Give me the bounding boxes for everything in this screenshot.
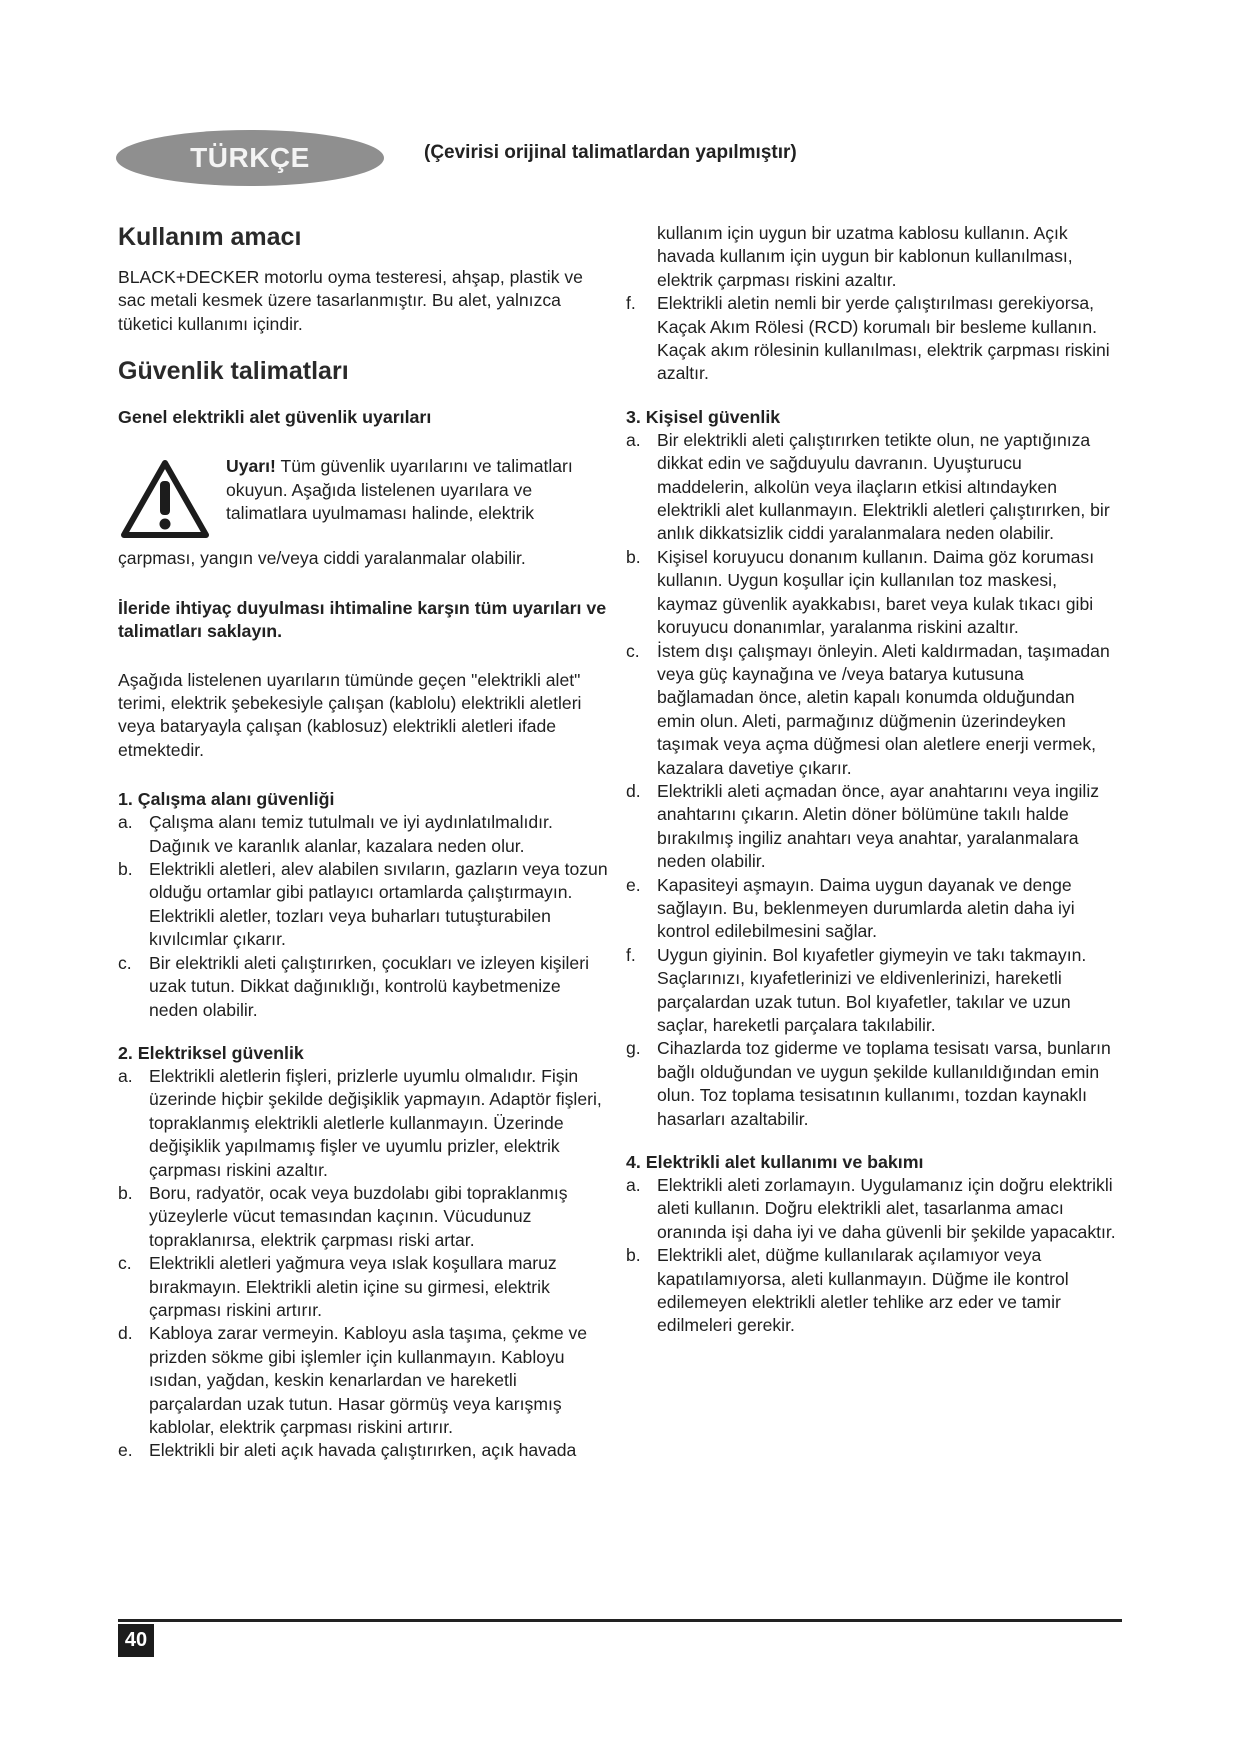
work-area-list: [118, 811, 608, 1022]
personal-safety-heading: 3. Kişisel güvenlik: [626, 406, 781, 427]
list-item: c. Bir elektrikli aleti çalıştırırken, çocukları ve izleyen kişileri uzak tutun. Dikkat dağınıklığı, kontrolü kaybetmenize neden olabilir.: [118, 952, 589, 1020]
language-badge: [116, 130, 384, 186]
tool-use-care-list: [626, 1174, 1116, 1338]
warning-tail: çarpması, yangın ve/veya ciddi yaralanmalar olabilir.: [118, 548, 526, 569]
list-item: d. Elektrikli aleti açmadan önce, ayar anahtarını veya ingiliz anahtarını çıkarın. Aletin döner bölümüne takılı halde bırakılmış ingiliz anahtarı veya anahtar, yaralanmalara neden olabilir.: [626, 780, 1100, 872]
power-tool-term-text: Aşağıda listelenen uyarıların tümünde geçen "elektrikli alet" terimi, elektrik şebekesiyle çalışan (kablolu) elektrikli aletleri veya bataryayla çalışan (kablosuz) elektrikli aletleri ifade etmektedir.: [118, 669, 582, 760]
translation-note: (Çevirisi orijinal talimatlardan yapılmıştır): [424, 142, 797, 163]
page-number: 40: [118, 1624, 154, 1657]
list-item: a. Elektrikli aleti zorlamayın. Uygulamanız için doğru elektrikli aleti kullanın. Doğru elektrikli alet, tasarlanma amacı oranında işi daha iyi ve daha güvenli bir şekilde yapacaktır.: [626, 1175, 1116, 1242]
list-item: c. Elektrikli aletleri yağmura veya ıslak koşullara maruz bırakmayın. Elektrikli aletin içine su girmesi, elektrik çarpması riskini artırır.: [118, 1253, 557, 1320]
safety-heading: Güvenlik talimatları: [118, 357, 349, 386]
list-item: g. Cihazlarda toz giderme ve toplama tesisatı varsa, bunların bağlı olduğundan ve uygun şekilde kullanıldığından emin olun. Toz toplama tesisatının kullanımı, tozdan kaynaklı hasarları azaltabilir.: [626, 1038, 1111, 1129]
list-item: c. İstem dışı çalışmayı önleyin. Aleti kaldırmadan, taşımadan veya güç kaynağına ve /veya batarya kutusuna bağlamadan önce, aletin kapalı konumda olduğundan emin olun. Aleti, parmağınız düğmenin üzerindeyken taşımak veya açma düğmesi olan aletlere enerji vermek, kazalara davetiye çıkarır.: [626, 640, 1110, 778]
intended-use-heading: Kullanım amacı: [118, 223, 302, 251]
list-item: e. Kapasiteyi aşmayın. Daima uygun dayanak ve denge sağlayın. Bu, beklenmeyen durumlarda aletin daha iyi kontrol edilebilmesini sağlar.: [626, 874, 1075, 942]
warning-body: Tüm güvenlik uyarılarını ve talimatları okuyun. Aşağıda listelenen uyarılara ve talimatlara uyulmaması halinde, elektrik: [226, 456, 573, 524]
left-column: [118, 222, 608, 1463]
list-item: a. Elektrikli aletlerin fişleri, prizlerle uyumlu olmalıdır. Fişin üzerinde hiçbir şekilde değişiklik yapmayın. Adaptör fişleri, topraklanmış elektrikli aletlerle kullanmayın. Üzerinde değişiklik yapılmamış fişler ve uyumlu prizler, elektrik çarpması riskini azaltır.: [118, 1065, 602, 1180]
electrical-safety-heading: 2. Elektriksel güvenlik: [118, 1042, 304, 1063]
list-item: f. Elektrikli aletin nemli bir yerde çalıştırılması gerekiyorsa, Kaçak Akım Rölesi (RCD) korumalı bir besleme kullanın. Kaçak akım rölesinin kullanılması, elektrik çarpması riskini azaltır.: [626, 293, 1110, 384]
list-item: b. Elektrikli alet, düğme kullanılarak açılamıyor veya kapatılamıyorsa, aleti kullanmayın. Düğme ile kontrol edilemeyen elektrikli aletler tehlike arz eder ve tamir edilmeleri gerekir.: [626, 1245, 1069, 1336]
work-area-heading: 1. Çalışma alanı güvenliği: [118, 789, 335, 810]
keep-instructions-heading: İleride ihtiyaç duyulması ihtimaline karşın tüm uyarıları ve talimatları saklayın.: [118, 597, 607, 641]
list-item: b. Boru, radyatör, ocak veya buzdolabı gibi topraklanmış yüzeylerle vücut temasından kaçının. Vücudunuz topraklanırsa, elektrik çarpması riski artar.: [118, 1182, 568, 1250]
tool-use-care-heading: 4. Elektrikli alet kullanımı ve bakımı: [626, 1152, 924, 1173]
list-item: d. Kabloya zarar vermeyin. Kabloyu asla taşıma, çekme ve prizden sökme gibi işlemler için kullanmayın. Kabloyu ısıdan, yağdan, keskin kenarlardan ve hareketli parçalardan uzak tutun. Hasar görmüş veya karışmış kablolar, elektrik çarpması riskini artırır.: [118, 1323, 588, 1437]
warning-block: [118, 455, 608, 547]
language-label: TÜRKÇE: [190, 142, 310, 173]
warning-triangle-icon: [120, 459, 210, 539]
intended-use-text: BLACK+DECKER motorlu oyma testeresi, ahşap, plastik ve sac metali kesmek üzere tasarlanmıştır. Bu alet, yalnızca tüketici kullanımı içindir.: [118, 267, 583, 334]
list-item-continuation: kullanım için uygun bir uzatma kablosu kullanın. Açık havada kullanım için uygun bir kablonun kullanılması, elektrik çarpması riskini azaltır.: [657, 223, 1073, 290]
list-item: e. Elektrikli bir aleti açık havada çalıştırırken, açık havada: [118, 1440, 577, 1461]
electrical-safety-list: [118, 1065, 608, 1463]
personal-safety-list: [626, 429, 1116, 1131]
list-item: a. Çalışma alanı temiz tutulmalı ve iyi aydınlatılmalıdır. Dağınık ve karanlık alanlar, kazalara neden olur.: [118, 812, 553, 856]
list-item: b. Kişisel koruyucu donanım kullanın. Daima göz koruması kullanın. Uygun koşullar için kullanılan toz maskesi, kaymaz güvenlik ayakkabısı, baret veya kulak tıkacı gibi koruyucu donanımlar, yaralanma riskini azaltır.: [626, 546, 1095, 638]
list-item: a. Bir elektrikli aleti çalıştırırken tetikte olun, ne yaptığınıza dikkat edin ve sağduyulu davranın. Uyuşturucu maddelerin, alkolün veya ilaçların etkisi altındayken elektrikli alet kullanmayın. Elektrikli aletleri çalıştırırken, bir anlık dikkatsizlik ciddi yaralanmalara neden olabilir.: [626, 429, 1110, 544]
warning-label: Uyarı!: [226, 456, 276, 477]
general-warnings-heading: Genel elektrikli alet güvenlik uyarıları: [118, 407, 432, 428]
list-item: f. Uygun giyinin. Bol kıyafetler giymeyin ve takı takmayın. Saçlarınızı, kıyafetlerinizi ve eldivenlerinizi, hareketli parçalardan uzak tutun. Bol kıyafetler, takılar ve uzun saçlar, hareketli parçalara takılabilir.: [626, 944, 1087, 1035]
list-item: b. Elektrikli aletleri, alev alabilen sıvıların, gazların veya tozun olduğu ortamlar gibi patlayıcı ortamlarda çalıştırmayın. Elektrikli aletler, tozları veya buharları tutuşturabilen kıvılcımlar çıkarır.: [118, 859, 608, 950]
right-column: [626, 222, 1116, 1338]
footer-divider: [118, 1619, 1122, 1622]
